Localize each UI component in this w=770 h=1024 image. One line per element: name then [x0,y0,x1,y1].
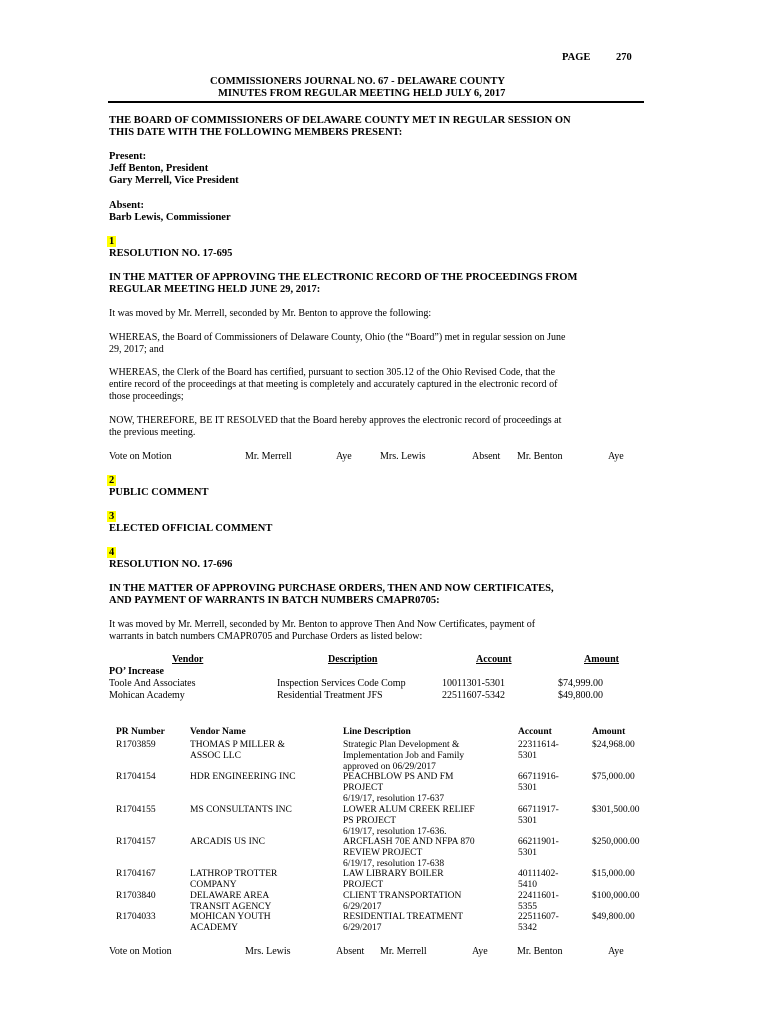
pr-account-2: 5301 [518,848,537,858]
item4-moved-a: It was moved by Mr. Merrell, seconded by Mr. Benton to approve Then And Now Certificates, payment of [109,619,536,630]
item1-title-2: REGULAR MEETING HELD JUNE 29, 2017: [109,284,321,295]
item4-title-1: IN THE MATTER OF APPROVING PURCHASE ORDERS, THEN AND NOW CERTIFICATES, [109,583,554,594]
pr-line-desc-1: PEACHBLOW PS AND FM [343,772,454,782]
pr-header-number: PR Number [116,727,165,737]
item1-whereas2-a: WHEREAS, the Clerk of the Board has certified, pursuant to section 305.12 of the Ohio Revised Code, that the [109,367,556,378]
pr-account-1: 22411601- [518,891,559,901]
po-description: Inspection Services Code Comp [277,678,406,689]
item-number-2: 2 [109,475,115,486]
pr-vendor-line2: ACADEMY [190,923,239,933]
pr-number: R1704157 [116,837,156,847]
pr-amount: $250,000.00 [592,837,640,847]
absent-member-1: Barb Lewis, Commissioner [109,212,231,223]
present-member-1: Jeff Benton, President [109,163,209,174]
vote-value-2: Absent [472,451,501,462]
item1-title-1: IN THE MATTER OF APPROVING THE ELECTRONIC RECORD OF THE PROCEEDINGS FROM [109,272,578,283]
pr-line-desc-1: LOWER ALUM CREEK RELIEF [343,805,475,815]
item1-whereas1-b: 29, 2017; and [109,344,164,355]
po-account: 10011301-5301 [442,678,505,689]
pr-amount: $100,000.00 [592,891,640,901]
item1-whereas1-a: WHEREAS, the Board of Commissioners of Delaware County, Ohio (the “Board”) met in regular session on June [109,332,566,343]
pr-account-1: 22511607- [518,912,559,922]
vote-name-3: Mr. Benton [517,946,563,957]
page-label: PAGE [562,52,591,63]
pr-line-desc-2: 6/29/2017 [343,902,382,912]
pr-line-desc-1: CLIENT TRANSPORTATION [343,891,462,901]
pr-line-desc-2: Implementation Job and Family [343,751,465,761]
pr-line-desc-2: PROJECT [343,783,384,793]
item1-now-a: NOW, THEREFORE, BE IT RESOLVED that the Board hereby approves the electronic record of proceedings at [109,415,562,426]
pr-line-desc-2: 6/29/2017 [343,923,382,933]
pr-number: R1704154 [116,772,156,782]
pr-account-1: 66711917- [518,805,559,815]
pr-vendor-line1: ARCADIS US INC [190,837,265,847]
po-amount: $74,999.00 [558,678,603,689]
pr-vendor-line2: ASSOC LLC [190,751,241,761]
vote-label: Vote on Motion [109,451,172,462]
pr-amount: $24,968.00 [592,740,635,750]
item-number-3: 3 [109,511,115,522]
pr-number: R1704155 [116,805,156,815]
po-header-vendor: Vendor [172,654,204,665]
item1-moved: It was moved by Mr. Merrell, seconded by Mr. Benton to approve the following: [109,308,432,319]
pr-account-1: 66211901- [518,837,559,847]
pr-account-1: 22311614- [518,740,559,750]
vote-name-3: Mr. Benton [517,451,563,462]
pr-line-desc-3: 6/19/17, resolution 17-637 [343,794,445,804]
vote-value-2: Aye [472,946,488,957]
pr-line-desc-3: approved on 06/29/2017 [343,762,436,772]
po-increase-label: PO’ Increase [109,666,164,677]
public-comment-heading: PUBLIC COMMENT [109,487,209,498]
minutes-title: MINUTES FROM REGULAR MEETING HELD JULY 6, 2017 [218,88,506,99]
pr-vendor-line2: COMPANY [190,880,237,890]
pr-line-desc-2: PS PROJECT [343,816,397,826]
pr-amount: $15,000.00 [592,869,635,879]
po-vendor: Mohican Academy [109,690,185,701]
page-number: 270 [616,52,632,63]
header-rule [108,101,644,103]
vote-name-1: Mrs. Lewis [245,946,291,957]
elected-official-comment-heading: ELECTED OFFICIAL COMMENT [109,523,273,534]
item1-whereas2-b: entire record of the proceedings at that meeting is completely and accurately captured in the electronic record of [109,379,558,390]
pr-account-2: 5301 [518,816,537,826]
po-header-description: Description [328,654,378,665]
item1-now-b: the previous meeting. [109,427,196,438]
pr-line-desc-1: RESIDENTIAL TREATMENT [343,912,464,922]
pr-line-desc-1: ARCFLASH 70E AND NFPA 870 [343,837,475,847]
item1-whereas2-c: those proceedings; [109,391,184,402]
pr-vendor-line2: TRANSIT AGENCY [190,902,272,912]
pr-amount: $301,500.00 [592,805,640,815]
po-amount: $49,800.00 [558,690,603,701]
pr-header-line: Line Description [343,727,411,737]
pr-amount: $49,800.00 [592,912,635,922]
vote-value-3: Aye [608,946,624,957]
pr-account-2: 5342 [518,923,537,933]
pr-vendor-line1: HDR ENGINEERING INC [190,772,296,782]
pr-account-2: 5301 [518,783,537,793]
pr-account-2: 5355 [518,902,537,912]
pr-header-vendor: Vendor Name [190,727,246,737]
vote-label: Vote on Motion [109,946,172,957]
item-number-1: 1 [109,236,115,247]
pr-vendor-line1: MS CONSULTANTS INC [190,805,292,815]
vote-value-3: Aye [608,451,624,462]
absent-label: Absent: [109,200,145,211]
vote-name-2: Mr. Merrell [380,946,427,957]
present-label: Present: [109,151,147,162]
vote-value-1: Aye [336,451,352,462]
pr-vendor-line1: MOHICAN YOUTH [190,912,271,922]
journal-title: COMMISSIONERS JOURNAL NO. 67 - DELAWARE COUNTY [210,76,505,87]
pr-line-desc-2: REVIEW PROJECT [343,848,423,858]
vote-value-1: Absent [336,946,365,957]
resolution-17-696: RESOLUTION NO. 17-696 [109,559,233,570]
pr-vendor-line1: THOMAS P MILLER & [190,740,285,750]
pr-number: R1704033 [116,912,156,922]
vote-name-1: Mr. Merrell [245,451,292,462]
pr-number: R1703840 [116,891,156,901]
pr-header-account: Account [518,727,552,737]
pr-line-desc-1: LAW LIBRARY BOILER [343,869,444,879]
intro-line-1: THE BOARD OF COMMISSIONERS OF DELAWARE COUNTY MET IN REGULAR SESSION ON [109,115,571,126]
pr-account-2: 5301 [518,751,537,761]
pr-line-desc-1: Strategic Plan Development & [343,740,460,750]
present-member-2: Gary Merrell, Vice President [109,175,239,186]
pr-line-desc-3: 6/19/17, resolution 17-638 [343,859,445,869]
item-number-4: 4 [109,547,115,558]
pr-account-1: 66711916- [518,772,559,782]
po-header-account: Account [476,654,512,665]
pr-number: R1704167 [116,869,156,879]
pr-account-1: 40111402- [518,869,559,879]
po-description: Residential Treatment JFS [277,690,383,701]
pr-line-desc-3: 6/19/17, resolution 17-636. [343,827,447,837]
pr-header-amount: Amount [592,727,626,737]
resolution-17-695: RESOLUTION NO. 17-695 [109,248,233,259]
vote-name-2: Mrs. Lewis [380,451,426,462]
pr-number: R1703859 [116,740,156,750]
pr-line-desc-2: PROJECT [343,880,384,890]
po-account: 22511607-5342 [442,690,505,701]
pr-vendor-line1: LATHROP TROTTER [190,869,278,879]
item4-title-2: AND PAYMENT OF WARRANTS IN BATCH NUMBERS CMAPR0705: [109,595,440,606]
pr-amount: $75,000.00 [592,772,635,782]
item4-moved-b: warrants in batch numbers CMAPR0705 and Purchase Orders as listed below: [109,631,423,642]
po-header-amount: Amount [584,654,620,665]
pr-vendor-line1: DELAWARE AREA [190,891,270,901]
intro-line-2: THIS DATE WITH THE FOLLOWING MEMBERS PRESENT: [109,127,403,138]
pr-account-2: 5410 [518,880,537,890]
po-vendor: Toole And Associates [109,678,196,689]
